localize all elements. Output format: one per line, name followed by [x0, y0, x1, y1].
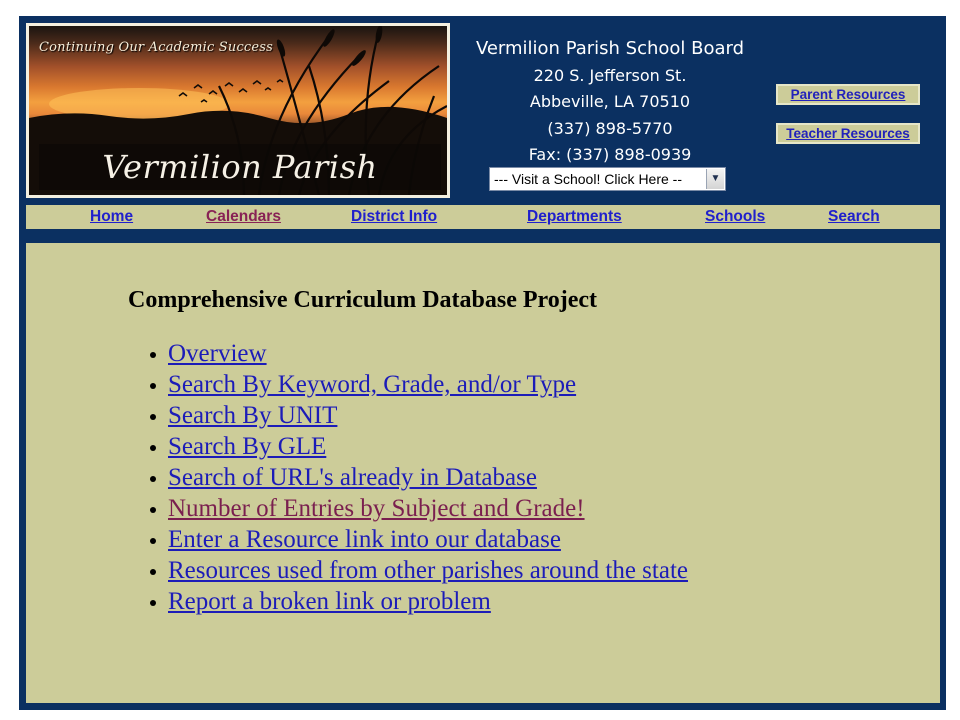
- chevron-down-icon[interactable]: ▼: [706, 169, 724, 189]
- report-broken-link[interactable]: Report a broken link or problem: [168, 588, 491, 615]
- list-item: [145, 400, 688, 431]
- nav-link-schools[interactable]: Schools: [705, 208, 766, 225]
- banner-tagline: Continuing Our Academic Success: [39, 40, 274, 55]
- entries-by-subject-link[interactable]: Number of Entries by Subject and Grade!: [168, 495, 585, 522]
- header-banner-image: [26, 23, 450, 198]
- overview-link[interactable]: Overview: [168, 340, 267, 367]
- main-content: [26, 243, 940, 703]
- list-item: [145, 555, 688, 586]
- teacher-resources-button[interactable]: Teacher Resources: [776, 123, 920, 144]
- bullet-icon: [150, 352, 156, 358]
- school-select-dropdown[interactable]: [489, 167, 726, 191]
- list-item: [145, 369, 688, 400]
- city-address: Abbeville, LA 70510: [529, 92, 691, 111]
- bullet-icon: [150, 600, 156, 606]
- search-unit-link[interactable]: Search By UNIT: [168, 402, 338, 429]
- bullet-icon: [150, 414, 156, 420]
- nav-link-search[interactable]: Search: [828, 208, 880, 225]
- bullet-icon: [150, 569, 156, 575]
- street-address: 220 S. Jefferson St.: [533, 65, 687, 85]
- list-item: [145, 493, 688, 524]
- list-item: [145, 462, 688, 493]
- parent-resources-button[interactable]: Parent Resources: [776, 84, 920, 105]
- bullet-icon: [150, 476, 156, 482]
- search-gle-link[interactable]: Search By GLE: [168, 433, 327, 460]
- list-item: [145, 338, 688, 369]
- org-name: Vermilion Parish School Board: [475, 38, 745, 59]
- banner-title: Vermilion Parish: [39, 144, 441, 190]
- nav-link-district-info[interactable]: District Info: [351, 208, 438, 225]
- main-nav-bar: [26, 205, 940, 229]
- page-title: Comprehensive Curriculum Database Project: [128, 287, 598, 313]
- bullet-icon: [150, 383, 156, 389]
- contact-block: [455, 36, 765, 169]
- enter-resource-link[interactable]: Enter a Resource link into our database: [168, 526, 561, 553]
- nav-link-home[interactable]: Home: [90, 208, 134, 225]
- bullet-icon: [150, 507, 156, 513]
- list-item: [145, 586, 688, 617]
- list-item: [145, 431, 688, 462]
- fax-number: Fax: (337) 898-0939: [528, 145, 692, 164]
- nav-link-calendars[interactable]: Calendars: [206, 208, 281, 225]
- search-keyword-link[interactable]: Search By Keyword, Grade, and/or Type: [168, 371, 577, 398]
- school-select-value: --- Visit a School! Click Here --: [494, 171, 683, 187]
- bullet-icon: [150, 445, 156, 451]
- project-link-list: [145, 338, 688, 617]
- bullet-icon: [150, 538, 156, 544]
- list-item: [145, 524, 688, 555]
- search-urls-link[interactable]: Search of URL's already in Database: [168, 464, 537, 491]
- nav-link-departments[interactable]: Departments: [527, 208, 622, 225]
- phone-number: (337) 898-5770: [547, 118, 673, 138]
- sunset-photo: [29, 26, 447, 195]
- other-parishes-link[interactable]: Resources used from other parishes around the state: [168, 557, 688, 584]
- page-frame: [19, 16, 946, 710]
